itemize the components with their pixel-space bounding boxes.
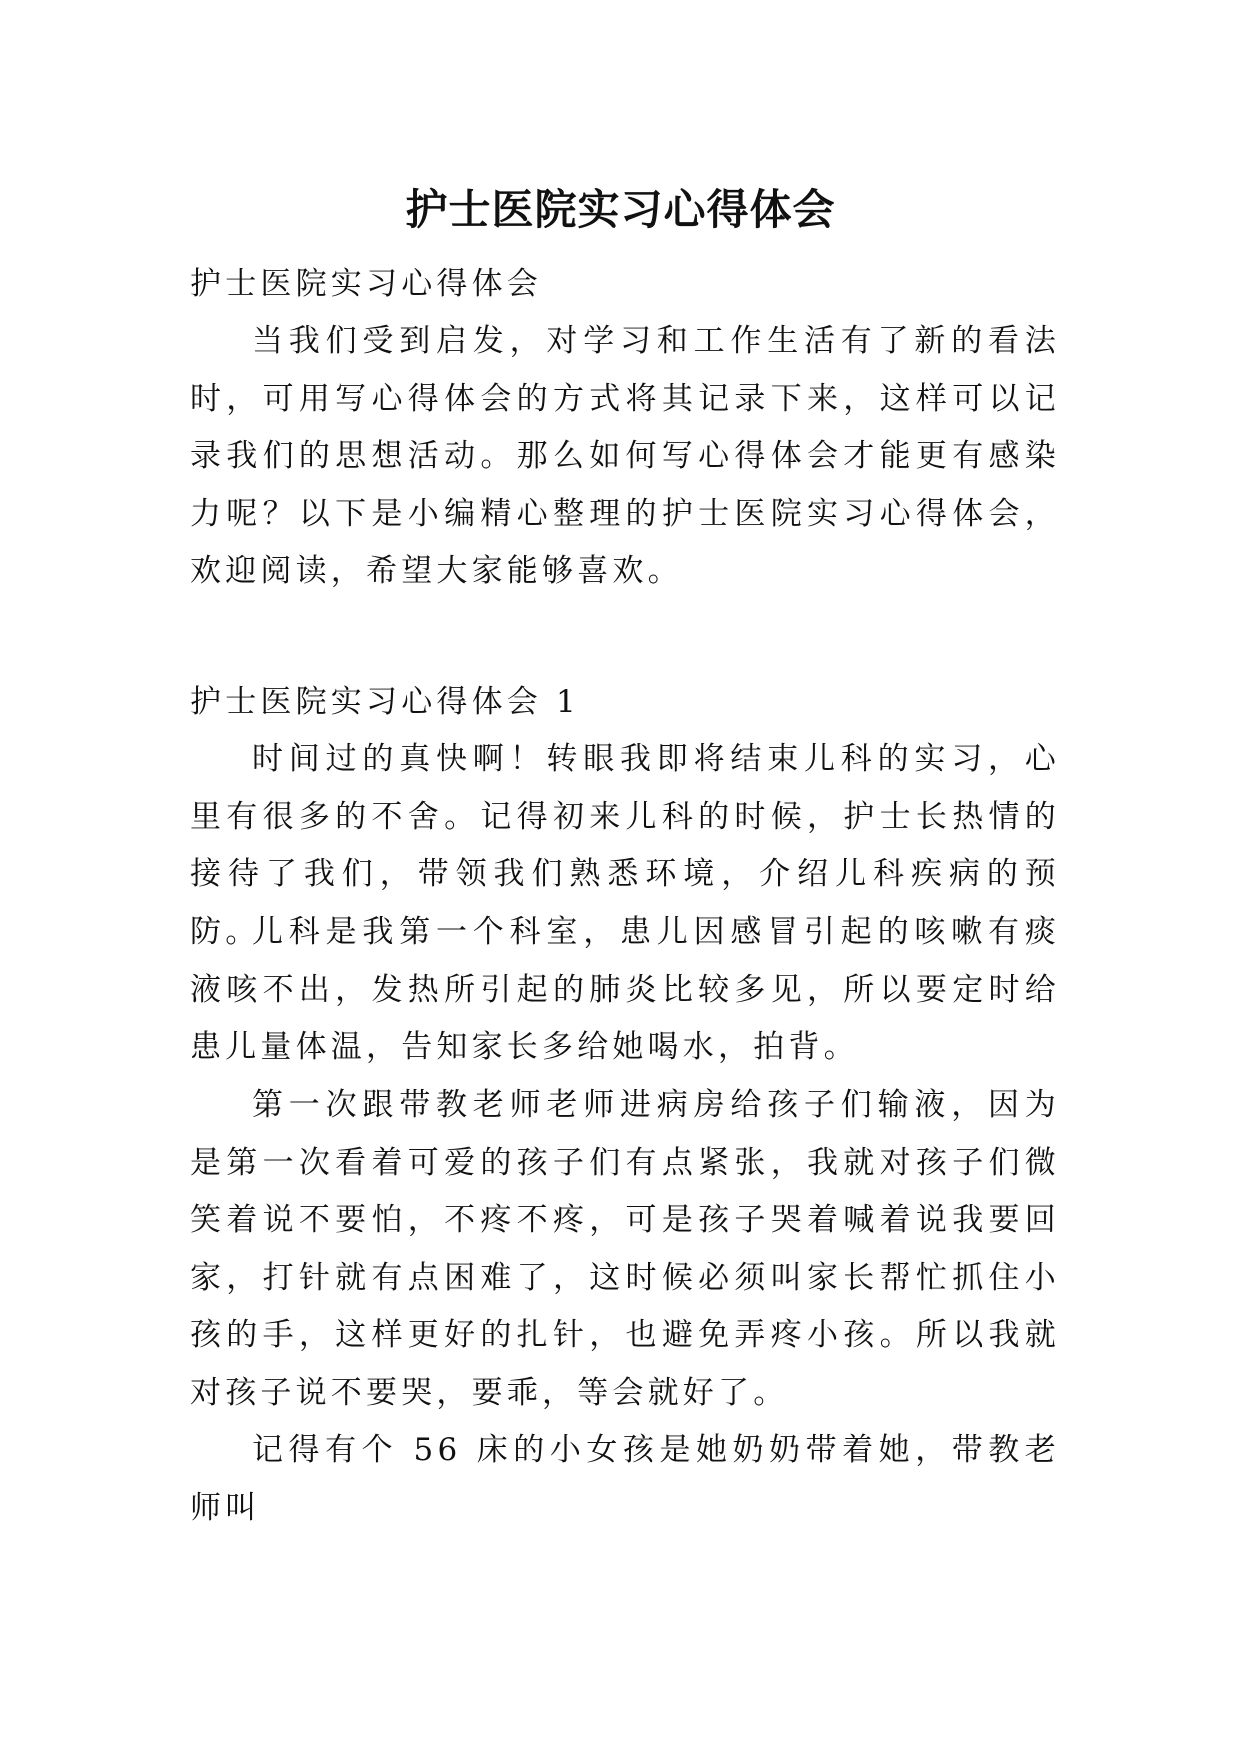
body-paragraph-1: 时间过的真快啊！转眼我即将结束儿科的实习，心里有很多的不舍。记得初来儿科的时候，护士长热情的接待了我们，带领我们熟悉环境，介绍儿科疾病的预防。 bbox=[190, 741, 1060, 950]
intro-heading: 护士医院实习心得体会 bbox=[190, 266, 542, 302]
section-heading: 护士医院实习心得体会 1 bbox=[190, 684, 580, 720]
body-paragraph-4: 记得有个 56 床的小女孩是她奶奶带着她，带教老师叫 bbox=[190, 1432, 1060, 1526]
body-paragraph-2: 儿科是我第一个科室，患儿因感冒引起的咳嗽有痰液咳不出，发热所引起的肺炎比较多见，所以要定时给患儿量体温，告知家长多给她喝水，拍背。 bbox=[190, 914, 1060, 1065]
document-title: 护士医院实习心得体会 bbox=[405, 185, 836, 235]
body-paragraph-3: 第一次跟带教老师老师进病房给孩子们输液，因为是第一次看着可爱的孩子们有点紧张，我就对孩子们微笑着说不要怕，不疼不疼，可是孩子哭着喊着说我要回家，打针就有点困难了，这时候必须叫家长帮忙抓住小孩的手，这样更好的扎针，也避免弄疼小孩。所以我就对孩子说不要哭，要乖，等会就好了。 bbox=[190, 1087, 1060, 1411]
intro-paragraph: 当我们受到启发，对学习和工作生活有了新的看法时，可用写心得体会的方式将其记录下来，这样可以记录我们的思想活动。那么如何写心得体会才能更有感染力呢？以下是小编精心整理的护士医院实习心得体会，欢迎阅读，希望大家能够喜欢。 bbox=[190, 323, 1060, 589]
